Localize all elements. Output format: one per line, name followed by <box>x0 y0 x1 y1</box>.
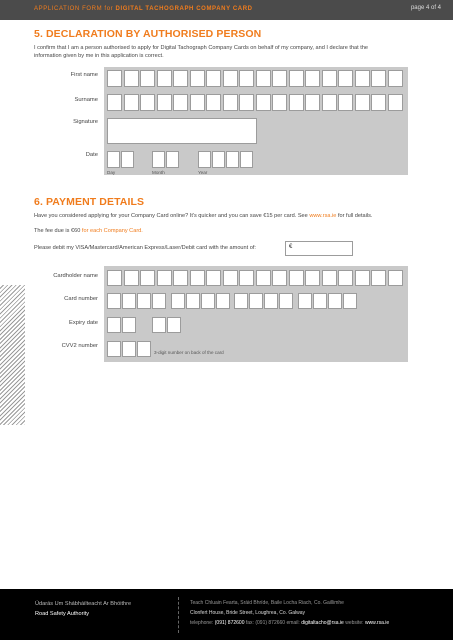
char-box[interactable] <box>289 94 304 111</box>
char-box[interactable] <box>305 270 320 286</box>
char-box[interactable] <box>371 70 386 87</box>
char-box[interactable] <box>239 270 254 286</box>
char-box[interactable] <box>107 94 122 111</box>
amount-field[interactable] <box>285 241 353 256</box>
online-text <box>34 212 372 221</box>
rsa-link[interactable]: www.rsa.ie <box>309 213 337 219</box>
char-box[interactable] <box>166 151 179 168</box>
char-box[interactable] <box>338 94 353 111</box>
char-box[interactable] <box>198 151 211 168</box>
org-name-english: Road Safety Authority <box>35 611 90 617</box>
char-box[interactable] <box>388 70 403 87</box>
form-title-name: DIGITAL TACHOGRAPH COMPANY CARD <box>115 6 253 12</box>
char-box[interactable] <box>388 270 403 286</box>
char-box[interactable] <box>249 293 263 309</box>
address-english: Clonfert House, Bride Street, Loughrea, Co. Galway <box>190 610 306 616</box>
char-box[interactable] <box>190 94 205 111</box>
char-box[interactable] <box>216 293 230 309</box>
char-box[interactable] <box>173 94 188 111</box>
cardholder-label: Cardholder name <box>53 273 98 279</box>
signature-box[interactable] <box>107 118 257 144</box>
char-box[interactable] <box>137 341 151 357</box>
char-box[interactable] <box>272 70 287 87</box>
char-box[interactable] <box>137 293 151 309</box>
char-box[interactable] <box>338 270 353 286</box>
char-box[interactable] <box>371 270 386 286</box>
email-link[interactable]: digitaltacho@rsa.ie <box>301 620 344 626</box>
char-box[interactable] <box>122 317 136 333</box>
char-box[interactable] <box>152 293 166 309</box>
cvv-label: CVV2 number <box>61 343 98 349</box>
char-box[interactable] <box>173 70 188 87</box>
char-box[interactable] <box>122 341 136 357</box>
char-box[interactable] <box>355 94 370 111</box>
char-box[interactable] <box>124 70 139 87</box>
first-name-label: First name <box>70 72 98 78</box>
char-box[interactable] <box>186 293 200 309</box>
org-name-irish: Údarás Um Shábháilteacht Ar Bhóithre <box>35 601 132 607</box>
surname-label: Surname <box>74 97 98 103</box>
char-box[interactable] <box>107 151 120 168</box>
char-box[interactable] <box>124 270 139 286</box>
page-number: page 4 of 4 <box>410 5 441 11</box>
char-box[interactable] <box>305 70 320 87</box>
form-title-prefix: APPLICATION FORM for <box>34 6 114 12</box>
char-box[interactable] <box>305 94 320 111</box>
decorative-hatch <box>0 285 25 425</box>
char-box[interactable] <box>328 293 342 309</box>
fax-value: (091) 872660 <box>255 620 286 626</box>
char-box[interactable] <box>124 94 139 111</box>
fee-prefix: The fee due is €60 <box>34 228 81 234</box>
fee-highlight: for each Company Card. <box>81 228 143 234</box>
char-box[interactable] <box>371 94 386 111</box>
char-box[interactable] <box>190 70 205 87</box>
char-box[interactable] <box>140 94 155 111</box>
char-box[interactable] <box>298 293 312 309</box>
char-box[interactable] <box>322 70 337 87</box>
char-box[interactable] <box>206 70 221 87</box>
footer <box>0 589 453 640</box>
char-box[interactable] <box>173 270 188 286</box>
section6-title: 6. PAYMENT DETAILS <box>34 196 145 208</box>
char-box[interactable] <box>152 317 166 333</box>
char-box[interactable] <box>272 270 287 286</box>
char-box[interactable] <box>313 293 327 309</box>
section5-title: 5. DECLARATION BY AUTHORISED PERSON <box>34 28 262 40</box>
year-label: Year <box>198 170 208 175</box>
fee-text <box>34 227 143 236</box>
char-box[interactable] <box>234 293 248 309</box>
char-box[interactable] <box>240 151 253 168</box>
char-box[interactable] <box>355 270 370 286</box>
char-box[interactable] <box>167 317 181 333</box>
char-box[interactable] <box>157 94 172 111</box>
form-title <box>34 6 253 12</box>
footer-divider <box>178 597 179 633</box>
fax-label: fax: <box>245 620 254 626</box>
char-box[interactable] <box>140 270 155 286</box>
declaration-line-1: I confirm that I am a person authorised to apply for Digital Tachograph Company Cards on behalf of my company, and I declare that the <box>34 45 369 51</box>
cvv-hint: 3-digit number on back of the card <box>154 350 224 355</box>
address-irish: Teach Chluain Fearta, Sráid Bhríde, Baile Locha Riach, Co. Gaillimhe <box>190 600 344 606</box>
char-box[interactable] <box>152 151 165 168</box>
char-box[interactable] <box>343 293 357 309</box>
euro-symbol: € <box>289 244 293 250</box>
char-box[interactable] <box>107 341 121 357</box>
online-text-suffix: for full details. <box>337 213 373 219</box>
char-box[interactable] <box>171 293 185 309</box>
debit-text: Please debit my VISA/Mastercard/American Express/Laser/Debit card with the amount of: <box>34 245 256 251</box>
char-box[interactable] <box>107 270 122 286</box>
online-text-main: Have you considered applying for your Company Card online? It's quicker and you can save €15 per card. See <box>34 213 308 219</box>
char-box[interactable] <box>226 151 239 168</box>
char-box[interactable] <box>121 151 134 168</box>
char-box[interactable] <box>264 293 278 309</box>
char-box[interactable] <box>388 94 403 111</box>
char-box[interactable] <box>122 293 136 309</box>
char-box[interactable] <box>107 293 121 309</box>
card-number-label: Card number <box>64 296 98 302</box>
char-box[interactable] <box>256 94 271 111</box>
char-box[interactable] <box>157 70 172 87</box>
char-box[interactable] <box>322 270 337 286</box>
char-box[interactable] <box>239 94 254 111</box>
char-box[interactable] <box>322 94 337 111</box>
char-box[interactable] <box>190 270 205 286</box>
expiry-label: Expiry date <box>69 320 98 326</box>
char-box[interactable] <box>107 317 121 333</box>
char-box[interactable] <box>338 70 353 87</box>
char-box[interactable] <box>212 151 225 168</box>
char-box[interactable] <box>355 70 370 87</box>
contact-line <box>190 620 389 626</box>
website-label: website: <box>345 620 364 626</box>
char-box[interactable] <box>140 70 155 87</box>
char-box[interactable] <box>201 293 215 309</box>
month-label: Month <box>152 170 165 175</box>
char-box[interactable] <box>157 270 172 286</box>
char-box[interactable] <box>289 70 304 87</box>
tel-value: (091) 872600 <box>214 620 245 626</box>
char-box[interactable] <box>206 94 221 111</box>
char-box[interactable] <box>223 70 238 87</box>
char-box[interactable] <box>256 70 271 87</box>
char-box[interactable] <box>107 70 122 87</box>
char-box[interactable] <box>289 270 304 286</box>
website-link[interactable]: www.rsa.ie <box>364 620 390 626</box>
char-box[interactable] <box>239 70 254 87</box>
char-box[interactable] <box>256 270 271 286</box>
date-label: Date <box>85 152 98 158</box>
char-box[interactable] <box>206 270 221 286</box>
declaration-line-2: information given by me in this application is correct. <box>34 53 164 59</box>
day-label: Day <box>107 170 116 175</box>
char-box[interactable] <box>279 293 293 309</box>
header-bar <box>0 0 453 20</box>
signature-label: Signature <box>73 119 98 125</box>
char-box[interactable] <box>223 270 238 286</box>
char-box[interactable] <box>272 94 287 111</box>
char-box[interactable] <box>223 94 238 111</box>
tel-label: telephone: <box>190 620 214 626</box>
email-label: email: <box>286 620 300 626</box>
